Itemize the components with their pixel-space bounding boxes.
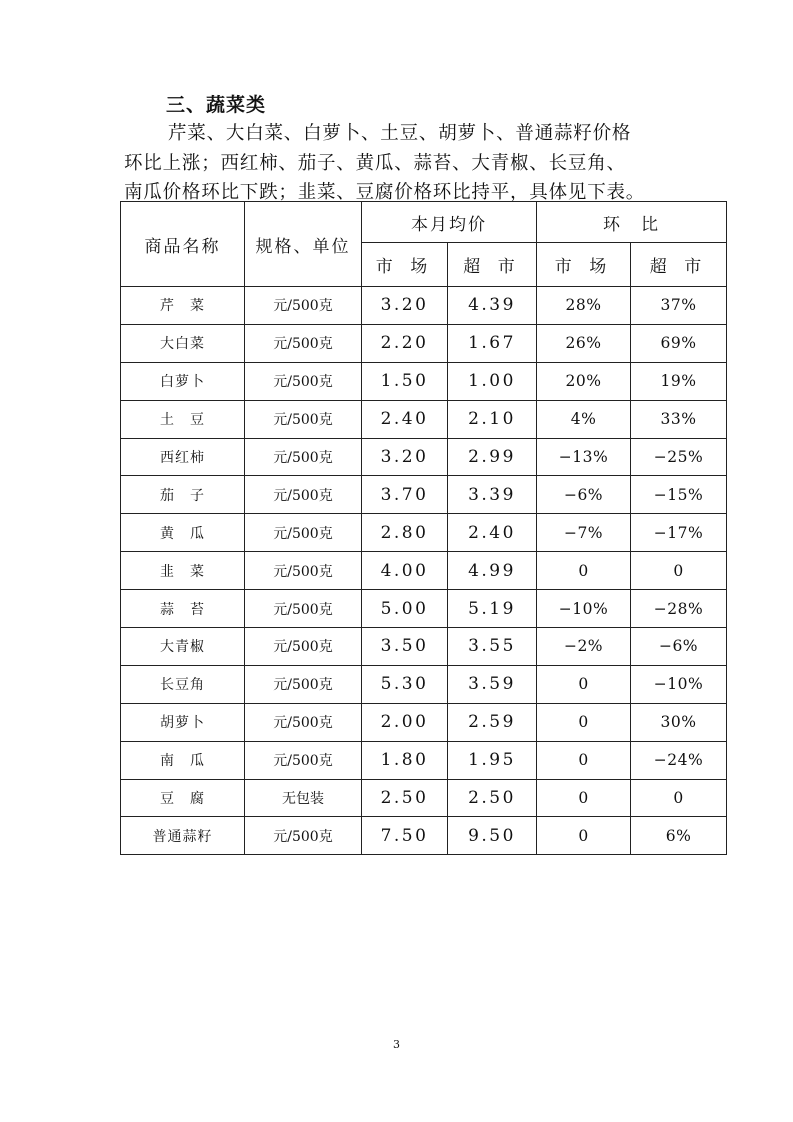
table-body	[121, 287, 727, 855]
table-row	[121, 476, 727, 514]
cell-market-price: 3.20	[362, 287, 448, 325]
cell-mom-market: 0	[537, 741, 631, 779]
cell-market-price: 1.50	[362, 362, 448, 400]
table-row	[121, 362, 727, 400]
cell-mom-market: −13%	[537, 438, 631, 476]
table-row	[121, 628, 727, 666]
header-unit: 规格、单位	[245, 202, 362, 287]
cell-supermarket-price: 2.50	[448, 779, 537, 817]
cell-product-name: 长豆角	[121, 665, 245, 703]
cell-mom-market: 0	[537, 779, 631, 817]
cell-unit: 元/500克	[245, 628, 362, 666]
table-row	[121, 817, 727, 855]
cell-mom-market: 20%	[537, 362, 631, 400]
table-row	[121, 703, 727, 741]
cell-mom-supermarket: −10%	[631, 665, 727, 703]
cell-product-name: 豆 腐	[121, 779, 245, 817]
cell-market-price: 7.50	[362, 817, 448, 855]
cell-product-name: 茄 子	[121, 476, 245, 514]
cell-mom-market: 4%	[537, 400, 631, 438]
cell-unit: 元/500克	[245, 438, 362, 476]
cell-product-name: 西红柿	[121, 438, 245, 476]
cell-mom-supermarket: 33%	[631, 400, 727, 438]
cell-market-price: 2.40	[362, 400, 448, 438]
header-market: 市 场	[362, 243, 448, 287]
cell-supermarket-price: 1.00	[448, 362, 537, 400]
cell-mom-supermarket: 19%	[631, 362, 727, 400]
cell-mom-supermarket: −24%	[631, 741, 727, 779]
cell-mom-market: −6%	[537, 476, 631, 514]
cell-supermarket-price: 4.99	[448, 552, 537, 590]
cell-market-price: 1.80	[362, 741, 448, 779]
section-paragraph	[124, 119, 694, 208]
cell-market-price: 3.20	[362, 438, 448, 476]
cell-mom-supermarket: −6%	[631, 628, 727, 666]
table-row	[121, 590, 727, 628]
cell-mom-market: −2%	[537, 628, 631, 666]
cell-unit: 元/500克	[245, 590, 362, 628]
table-row	[121, 514, 727, 552]
table-row	[121, 287, 727, 325]
cell-supermarket-price: 2.40	[448, 514, 537, 552]
cell-supermarket-price: 2.59	[448, 703, 537, 741]
cell-market-price: 5.00	[362, 590, 448, 628]
header-avg-price: 本月均价	[362, 202, 537, 243]
cell-product-name: 韭 菜	[121, 552, 245, 590]
cell-mom-market: 0	[537, 703, 631, 741]
cell-market-price: 2.50	[362, 779, 448, 817]
cell-mom-supermarket: 30%	[631, 703, 727, 741]
cell-mom-market: 26%	[537, 324, 631, 362]
cell-mom-market: 0	[537, 817, 631, 855]
cell-market-price: 5.30	[362, 665, 448, 703]
cell-product-name: 蒜 苔	[121, 590, 245, 628]
cell-mom-supermarket: 0	[631, 552, 727, 590]
table-row	[121, 438, 727, 476]
cell-unit: 元/500克	[245, 741, 362, 779]
cell-product-name: 芹 菜	[121, 287, 245, 325]
cell-market-price: 3.70	[362, 476, 448, 514]
cell-supermarket-price: 1.95	[448, 741, 537, 779]
cell-mom-market: 0	[537, 552, 631, 590]
table-row	[121, 324, 727, 362]
header-supermarket: 超 市	[448, 243, 537, 287]
cell-supermarket-price: 2.99	[448, 438, 537, 476]
header-mom-supermarket: 超 市	[631, 243, 727, 287]
cell-supermarket-price: 5.19	[448, 590, 537, 628]
table-row	[121, 552, 727, 590]
cell-product-name: 土 豆	[121, 400, 245, 438]
cell-market-price: 4.00	[362, 552, 448, 590]
cell-product-name: 黄 瓜	[121, 514, 245, 552]
cell-product-name: 大青椒	[121, 628, 245, 666]
table-row	[121, 400, 727, 438]
cell-supermarket-price: 9.50	[448, 817, 537, 855]
cell-product-name: 白萝卜	[121, 362, 245, 400]
cell-mom-market: −7%	[537, 514, 631, 552]
cell-product-name: 南 瓜	[121, 741, 245, 779]
cell-mom-market: 28%	[537, 287, 631, 325]
cell-supermarket-price: 3.55	[448, 628, 537, 666]
cell-supermarket-price: 2.10	[448, 400, 537, 438]
cell-unit: 元/500克	[245, 665, 362, 703]
cell-market-price: 2.20	[362, 324, 448, 362]
cell-unit: 元/500克	[245, 400, 362, 438]
header-mom-market: 市 场	[537, 243, 631, 287]
cell-mom-supermarket: −28%	[631, 590, 727, 628]
header-product-name: 商品名称	[121, 202, 245, 287]
cell-market-price: 3.50	[362, 628, 448, 666]
cell-product-name: 大白菜	[121, 324, 245, 362]
paragraph-line-1: 芹菜、大白菜、白萝卜、土豆、胡萝卜、普通蒜籽价格	[168, 123, 632, 144]
cell-unit: 元/500克	[245, 324, 362, 362]
cell-mom-market: −10%	[537, 590, 631, 628]
cell-mom-supermarket: −25%	[631, 438, 727, 476]
cell-unit: 元/500克	[245, 552, 362, 590]
section-heading: 三、蔬菜类	[166, 94, 267, 116]
cell-unit: 元/500克	[245, 362, 362, 400]
vegetable-price-table	[120, 201, 727, 855]
cell-unit: 元/500克	[245, 476, 362, 514]
cell-market-price: 2.80	[362, 514, 448, 552]
cell-mom-supermarket: 37%	[631, 287, 727, 325]
cell-supermarket-price: 3.39	[448, 476, 537, 514]
cell-mom-supermarket: 0	[631, 779, 727, 817]
cell-mom-supermarket: −17%	[631, 514, 727, 552]
page-number: 3	[393, 1038, 400, 1051]
cell-product-name: 胡萝卜	[121, 703, 245, 741]
cell-unit: 元/500克	[245, 287, 362, 325]
table-row	[121, 779, 727, 817]
cell-unit: 元/500克	[245, 703, 362, 741]
paragraph-line-2: 环比上涨；西红柿、茄子、黄瓜、蒜苔、大青椒、长豆角、	[124, 152, 626, 174]
paragraph-line-3: 南瓜价格环比下跌；韭菜、豆腐价格环比持平，具体见下表。	[124, 182, 646, 203]
header-mom: 环 比	[537, 202, 727, 243]
table-row	[121, 665, 727, 703]
cell-unit: 元/500克	[245, 514, 362, 552]
cell-supermarket-price: 3.59	[448, 665, 537, 703]
cell-supermarket-price: 1.67	[448, 324, 537, 362]
cell-mom-supermarket: 69%	[631, 324, 727, 362]
cell-mom-supermarket: 6%	[631, 817, 727, 855]
cell-mom-market: 0	[537, 665, 631, 703]
cell-product-name: 普通蒜籽	[121, 817, 245, 855]
cell-unit: 元/500克	[245, 817, 362, 855]
cell-supermarket-price: 4.39	[448, 287, 537, 325]
table-row	[121, 741, 727, 779]
cell-unit: 无包装	[245, 779, 362, 817]
cell-market-price: 2.00	[362, 703, 448, 741]
cell-mom-supermarket: −15%	[631, 476, 727, 514]
